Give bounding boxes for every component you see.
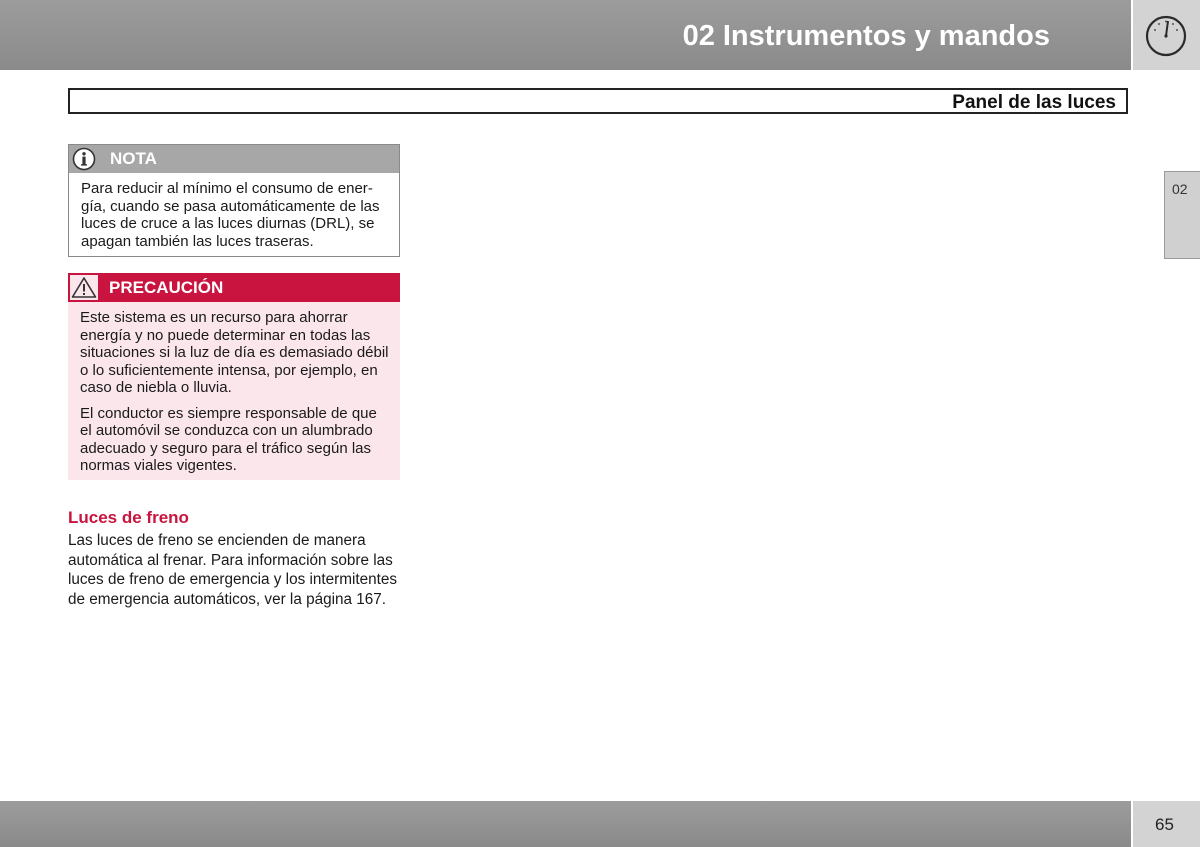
caution-paragraph: Este sistema es un recurso para ahorrar energía y no puede determinar en todas las situaciones si la luz de día es demasiado débil o lo suficientemente intensa, por ejemplo, en caso de niebla o lluvia. [80, 309, 389, 396]
header-bar [0, 0, 1131, 70]
note-box [68, 144, 400, 257]
chapter-title: 02 Instrumentos y mandos [682, 20, 1050, 52]
header-icon-box [1133, 0, 1200, 70]
info-icon [71, 147, 97, 171]
caution-header [68, 273, 400, 302]
caution-icon-box [70, 275, 98, 300]
chapter-side-tab [1164, 171, 1200, 259]
section-heading-box [68, 88, 1128, 114]
caution-paragraph: El conductor es siempre responsable de que el automóvil se conduzca con un alumbrado adecuado y seguro para el tráfico según las normas viales vigentes. [80, 404, 377, 474]
brake-lights-heading: Luces de freno [68, 508, 189, 527]
page-number: 65 [1155, 815, 1174, 834]
footer-bar [0, 801, 1131, 847]
note-label: NOTA [110, 149, 157, 168]
chapter-side-tab-label: 02 [1172, 181, 1188, 197]
caution-box [68, 273, 400, 480]
page-number-box [1133, 801, 1200, 847]
brake-lights-text: Las luces de freno se encienden de manera automática al frenar. Para información sobre las luces de freno de emergencia y los intermitentes de emergencia automáticos, ver la página 167. [68, 532, 398, 608]
note-text: Para reducir al mínimo el consumo de energía, cuando se pasa automáticamente de las luces de cruce a las luces diurnas (DRL), se apagan también las luces traseras. [81, 180, 380, 250]
speedometer-icon [1144, 14, 1188, 58]
section-title: Panel de las luces [952, 92, 1116, 113]
caution-label: PRECAUCIÓN [109, 278, 224, 297]
warning-triangle-icon [71, 276, 97, 299]
note-header [69, 145, 399, 173]
